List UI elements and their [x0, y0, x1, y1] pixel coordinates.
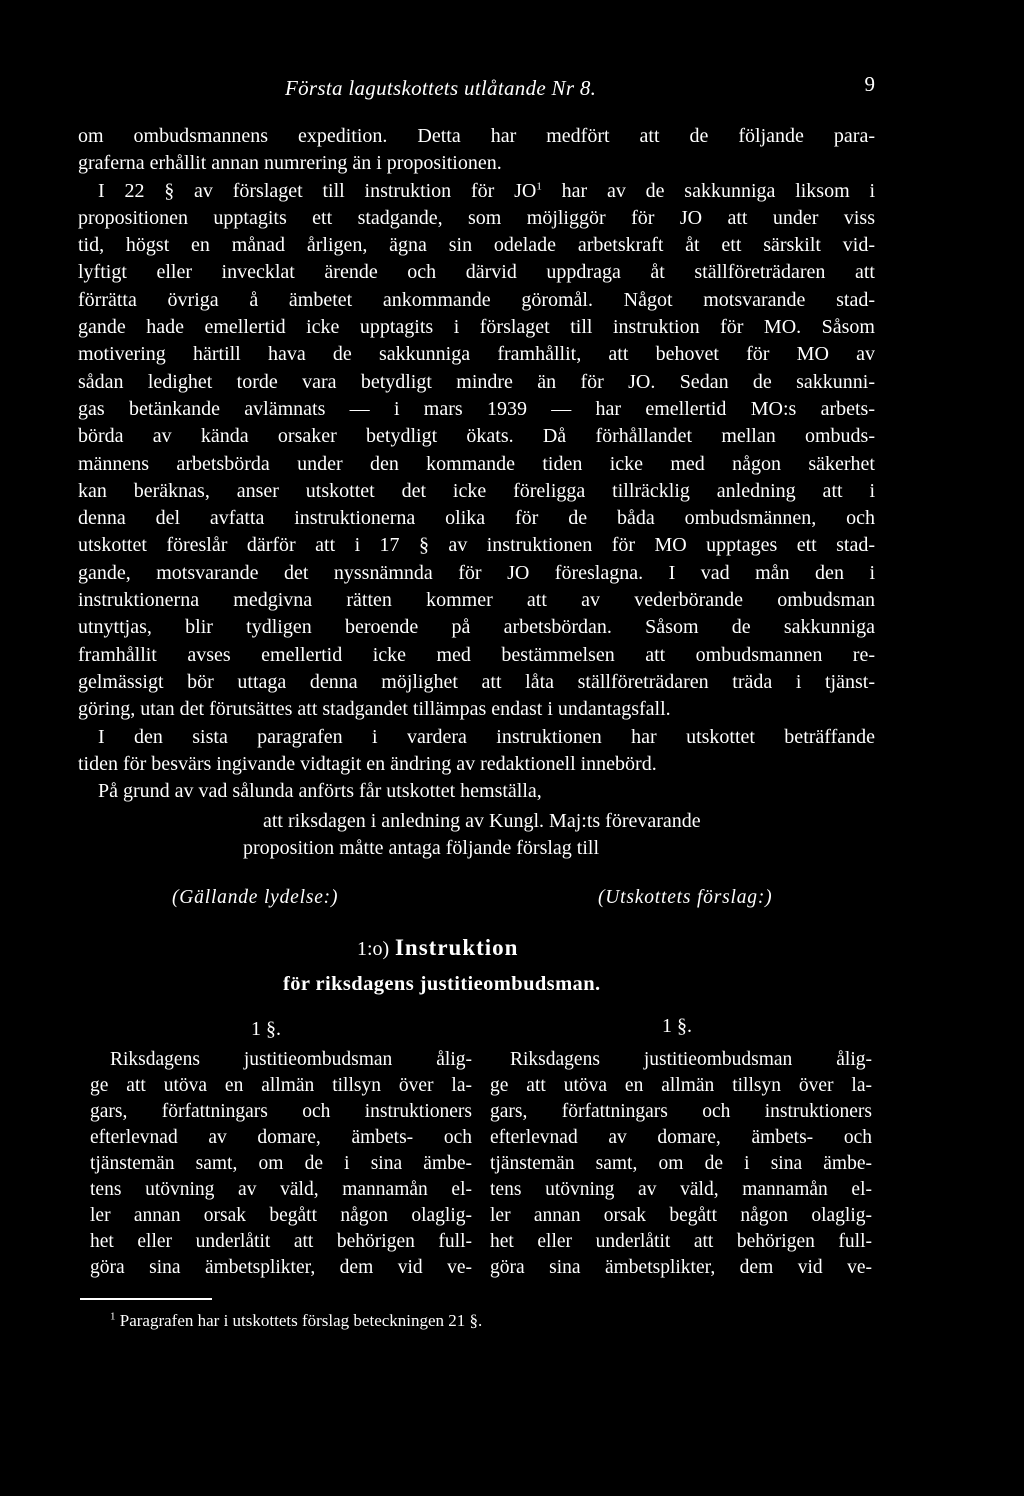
body-line: propositionen upptagits ett stadgande, som möjliggör för JO att under viss [78, 206, 875, 229]
left-section-label: 1 §. [251, 1018, 281, 1040]
body-line-part: har av de sakkunniga liksom i [541, 179, 875, 202]
left-column-line: tens utövning av väld, mannamån el- [90, 1179, 472, 1200]
body-line: börda av kända orsaker betydligt ökats. Då förhållandet mellan ombuds- [78, 425, 875, 448]
right-column-line: tens utövning av väld, mannamån el- [490, 1179, 872, 1200]
motion-text [243, 808, 878, 863]
body-line: utnyttjas, blir tydligen beroende på arbetsbördan. Såsom de sakkunniga [78, 616, 875, 639]
page-number: 9 [864, 72, 875, 96]
left-column-line: ler annan orsak begått någon olaglig- [90, 1205, 472, 1226]
body-line: männens arbetsbörda under den kommande tiden icke med någon säkerhet [78, 452, 875, 475]
instruction-title [357, 935, 518, 961]
left-column-text [90, 1047, 472, 1281]
right-column-line: gars, författningars och instruktioners [490, 1101, 872, 1122]
instruction-number: 1:o) [357, 938, 390, 960]
body-line: utskottet föreslår därför att i 17 § av instruktionen för MO upptages ett stad- [78, 534, 875, 557]
body-line: gelmässigt bör uttaga denna möjlighet att låta ställföreträdaren träda i tjänst- [78, 670, 875, 693]
body-line: instruktionerna medgivna rätten kommer att av vederbörande ombudsman [78, 589, 875, 612]
body-line: lyftigt eller invecklat ärende och därvid uppdraga åt ställföreträdaren att [78, 261, 875, 284]
left-column-line: efterlevnad av domare, ämbets- och [90, 1127, 472, 1148]
right-column-line: efterlevnad av domare, ämbets- och [490, 1127, 872, 1148]
body-text [78, 123, 875, 805]
instruction-subtitle: för riksdagens justitieombudsman. [283, 973, 601, 995]
footnote-reference: 1 [536, 179, 542, 192]
body-line-part: I 22 § av förslaget till instruktion för JO [98, 179, 537, 202]
motion-line: att riksdagen i anledning av Kungl. Maj:ts förevarande [263, 810, 701, 832]
right-column-line: göra sina ämbetsplikter, dem vid ve- [490, 1257, 872, 1278]
body-line: motivering härtill hava de sakkunniga framhållit, att behovet för MO av [78, 343, 875, 366]
right-column-line: ler annan orsak begått någon olaglig- [490, 1205, 872, 1226]
left-column-line: göra sina ämbetsplikter, dem vid ve- [90, 1257, 472, 1278]
right-column-line: ge att utöva en allmän tillsyn över la- [490, 1075, 872, 1096]
body-line: gande, motsvarande det nyssnämnda för JO föreslagna. I vad mån den i [78, 561, 875, 584]
left-column-line: ge att utöva en allmän tillsyn över la- [90, 1075, 472, 1096]
left-column-line: gars, författningars och instruktioners [90, 1101, 472, 1122]
body-line: sådan ledighet torde vara betydligt mindre än för JO. Sedan de sakkunni- [78, 370, 875, 393]
right-column-heading: (Utskottets förslag:) [598, 887, 773, 908]
body-line: gande hade emellertid icke upptagits i förslaget till instruktion för MO. Såsom [78, 316, 875, 339]
footnote [110, 1311, 482, 1331]
footnote-marker: 1 [110, 1310, 116, 1323]
body-line: tid, högst en månad årligen, ägna sin odelade arbetskraft åt ett särskilt vid- [78, 234, 875, 257]
right-column-text [490, 1047, 872, 1281]
right-column-line: Riksdagens justitieombudsman ålig- [510, 1049, 872, 1070]
right-section-label: 1 §. [662, 1015, 692, 1037]
body-line: göring, utan det förutsättes att stadgandet tillämpas endast i undantagsfall. [78, 698, 671, 721]
footnote-rule [80, 1298, 212, 1300]
body-line [78, 178, 875, 205]
right-column-line: tjänstemän samt, om de i sina ämbe- [490, 1153, 872, 1174]
left-column-line: Riksdagens justitieombudsman ålig- [110, 1049, 472, 1070]
page-header [285, 72, 875, 106]
instruction-word: Instruktion [394, 935, 519, 960]
body-line: framhållit avses emellertid icke med bestämmelsen att ombudsmannen re- [78, 643, 875, 666]
body-line: tiden för besvärs ingivande vidtagit en ändring av redaktionell innebörd. [78, 752, 657, 775]
body-line: I den sista paragrafen i vardera instruktionen har utskottet beträffande [98, 725, 875, 748]
body-line: graferna erhållit annan numrering än i propositionen. [78, 152, 502, 175]
left-column-heading: (Gällande lydelse:) [172, 887, 339, 908]
column-headings [0, 887, 1024, 917]
body-line: kan beräknas, anser utskottet det icke föreligga tillräcklig anledning att i [78, 479, 875, 502]
body-line: förrätta övriga å ämbetet ankommande göromål. Något motsvarande stad- [78, 288, 875, 311]
body-line: På grund av vad sålunda anförts får utskottet hemställa, [98, 780, 542, 803]
left-column-line: tjänstemän samt, om de i sina ämbe- [90, 1153, 472, 1174]
body-line: denna del avfatta instruktionerna olika för de båda ombudsmännen, och [78, 507, 875, 530]
running-title: Första lagutskottets utlåtande Nr 8. [285, 76, 597, 100]
motion-line: proposition måtte antaga följande förslag till [243, 837, 600, 860]
left-column-line: het eller underlåtit att behörigen full- [90, 1231, 472, 1252]
right-column-line: het eller underlåtit att behörigen full- [490, 1231, 872, 1252]
body-line: om ombudsmannens expedition. Detta har medfört att de följande para- [78, 125, 875, 147]
footnote-text: Paragrafen har i utskottets förslag beteckningen 21 §. [115, 1311, 483, 1330]
body-line: gas betänkande avlämnats — i mars 1939 — har emellertid MO:s arbets- [78, 397, 875, 420]
